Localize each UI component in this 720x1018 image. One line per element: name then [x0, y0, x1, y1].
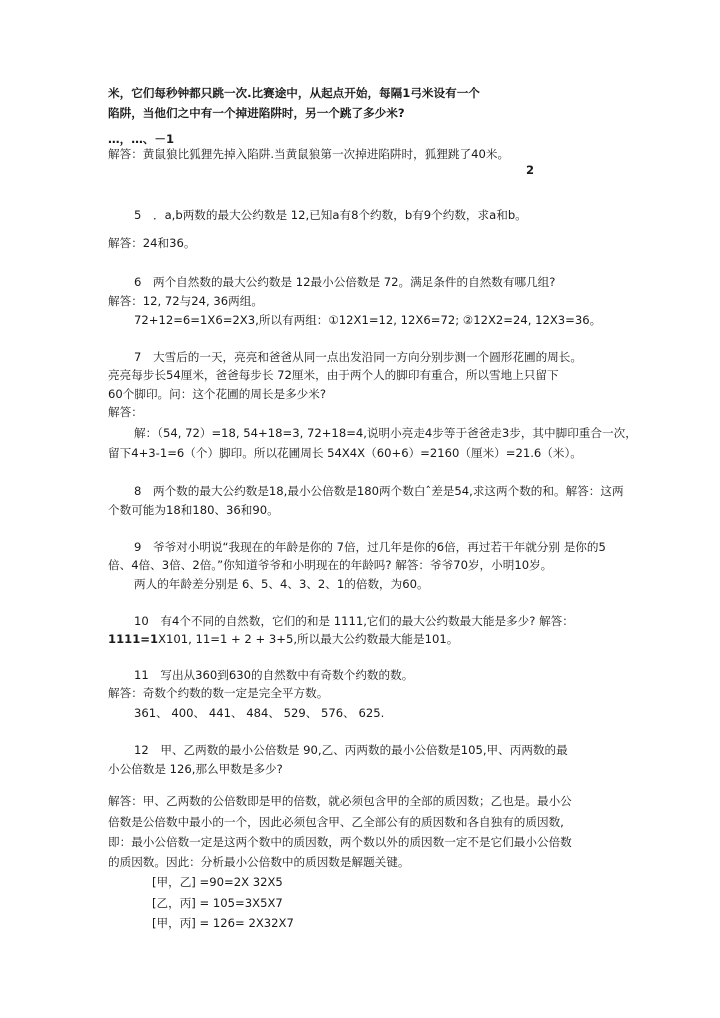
q12-line-1: 12 甲、乙两数的最小公倍数是 90,乙、丙两数的最小公倍数是105,甲、丙两数的最: [134, 743, 568, 757]
q5-question: 5 ．a,b两数的最大公约数是 12,已知a有8个约数，b有9个约数，求a和b。: [134, 208, 527, 222]
prev-text-line-2: 陷阱，当他们之中有一个掉进陷阱时，另一个跳了多少米?: [108, 106, 405, 120]
prev-text-line-3: …，…、－1: [108, 132, 175, 146]
q11-answer: 解答：奇数个约数的数一定是完全平方数。: [108, 686, 329, 700]
q9-line-3: 两人的年龄差分别是 6、5、4、3、2、1的倍数，为60。: [134, 577, 429, 591]
q10-line-1: 10 有4个不同的自然数，它们的和是 1111,它们的最大公约数最大能是多少? 解答：: [134, 614, 574, 628]
q6-answer: 解答：12, 72与24, 36两组。: [108, 294, 263, 308]
q11-list: 361、 400、 441、 484、 529、 576、 625.: [134, 706, 385, 720]
q7-solution-1: 解：（54, 72）=18, 54+18=3, 72+18=4,说明小亮走4步等于爸爸走3步，其中脚印重合一次，: [134, 426, 637, 440]
q10-line-2-rest: X101, 11=1 + 2 + 3+5,所以最大公约数最大能是101。: [158, 632, 459, 646]
q11-question: 11 写出从360到630的自然数中有奇数个约数的数。: [134, 668, 414, 682]
q7-line-3: 60个脚印。问：这个花圃的周长是多少米?: [108, 387, 327, 401]
q9-line-1: 9 爷爷对小明说“我现在的年龄是你的 7倍，过几年是你的6倍，再过若干年就分别 是你的5: [134, 540, 606, 554]
q10-bold-prefix: 1111=1: [108, 632, 159, 646]
q5-answer: 解答：24和36。: [108, 236, 196, 250]
q6-question: 6 两个自然数的最大公约数是 12最小公倍数是 72。满足条件的自然数有哪几组?: [134, 275, 556, 289]
q10-line-2: [108, 632, 458, 646]
q12-equation-3: [甲，丙] = 126= 2X32X7: [152, 916, 294, 930]
q7-question: 7 大雪后的一天，亮亮和爸爸从同一点出发沿同一方向分别步测一个圆形花圃的周长。: [134, 350, 582, 364]
q12-answer-2: 倍数是公倍数中最小的一个，因此必须包含甲、乙全部公有的质因数和各自独有的质因数,: [108, 815, 564, 829]
q12-equation-2: [乙，丙] = 105=3X5X7: [152, 896, 283, 910]
q12-equation-1: [甲，乙] =90=2X 32X5: [152, 875, 283, 889]
prev-fraction-denominator: 2: [526, 163, 535, 177]
prev-text-line-1: 米，它们每秒钟都只跳一次.比赛途中，从起点开始，每隔1弓米设有一个: [108, 86, 480, 100]
q8-line-2: 个数可能为18和180、36和90。: [108, 503, 279, 517]
q7-answer-label: 解答：: [108, 405, 143, 419]
q8-line-1: 8 两个数的最大公约数是18,最小公倍数是180两个数白ˆ差是54,求这两个数的和。解答：这两: [134, 484, 624, 498]
q6-work: 72+12=6=1X6=2X3,所以有两组：①12X1=12, 12X6=72; ②12X2=24, 12X3=36。: [134, 313, 602, 327]
q7-solution-2: 留下4+3-1=6（个）脚印。所以花圃周长 54X4X（60+6）=2160（厘米）=21.6（米）。: [108, 446, 582, 460]
q12-answer-4: 的质因数。因此：分析最小公倍数中的质因数是解题关键。: [108, 855, 410, 869]
prev-answer: 解答：黄鼠狼比狐狸先掉入陷阱.当黄鼠狼第一次掉进陷阱时，狐狸跳了40米。: [108, 147, 510, 161]
q7-line-2: 亮亮每步长54厘米，爸爸每步长 72厘米，由于两个人的脚印有重合，所以雪地上只留下: [108, 368, 559, 382]
q9-line-2: 倍、4倍、3倍、2倍。”你知道爷爷和小明现在的年龄吗? 解答：爷爷70岁，小明10岁。: [108, 558, 553, 572]
q12-answer-3: 即：最小公倍数一定是这两个数中的质因数，两个数以外的质因数一定不是它们最小公倍数: [108, 835, 572, 849]
q12-answer-1: 解答：甲、乙两数的公倍数即是甲的倍数，就必须包含甲的全部的质因数；乙也是。最小公: [108, 794, 572, 808]
q12-line-2: 小公倍数是 126,那么甲数是多少?: [108, 762, 283, 776]
